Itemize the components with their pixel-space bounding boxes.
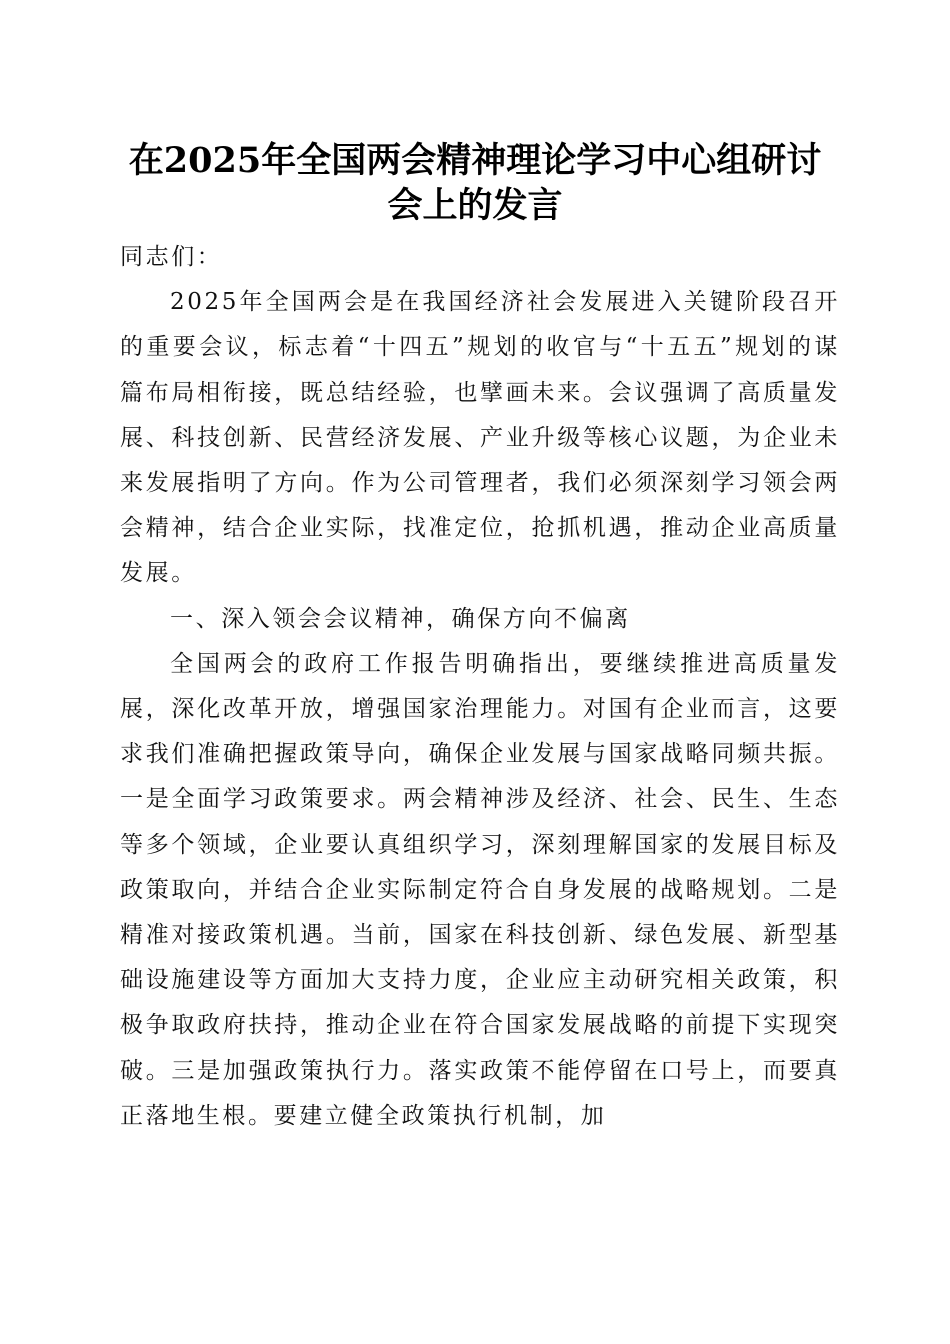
section-heading-1: 一、深入领会会议精神，确保方向不偏离 bbox=[170, 605, 631, 632]
salutation: 同志们： bbox=[120, 244, 223, 270]
section-1-paragraph: 全国两会的政府工作报告明确指出，要继续推进高质量发展，深化改革开放，增强国家治理能力。对国有企业而言，这要求我们准确把握政策导向，确保企业发展与国家战略同频共振。一是全面学习政策要求。两会精神涉及经济、社会、民生、生态等多个领域，企业要认真组织学习，深刻理解国家的发展目标及政策取向，并结合企业实际制定符合自身发展的战略规划。二是精准对接政策机遇。当前，国家在科技创新、绿色发展、新型基础设施建设等方面加大支持力度，企业应主动研究相关政策，积极争取政府扶持，推动企业在符合国家发展战略的前提下实现突破。三是加强政策执行力。落实政策不能停留在口号上，而要真正落地生根。要建立健全政策执行机制，加 bbox=[120, 650, 840, 1129]
document-title-line-1: 在2025年全国两会精神理论学习中心组研讨 bbox=[128, 140, 822, 181]
document-body bbox=[120, 235, 840, 1139]
intro-paragraph: 2025年全国两会是在我国经济社会发展进入关键阶段召开的重要会议，标志着“十四五”规划的收官与“十五五”规划的谋篇布局相衔接，既总结经验，也擘画未来。会议强调了高质量发展、科技创新、民营经济发展、产业升级等核心议题，为企业未来发展指明了方向。作为公司管理者，我们必须深刻学习领会两会精神，结合企业实际，找准定位，抢抓机遇，推动企业高质量发展。 bbox=[120, 289, 840, 587]
document-title-line-2: 会上的发言 bbox=[387, 185, 563, 226]
